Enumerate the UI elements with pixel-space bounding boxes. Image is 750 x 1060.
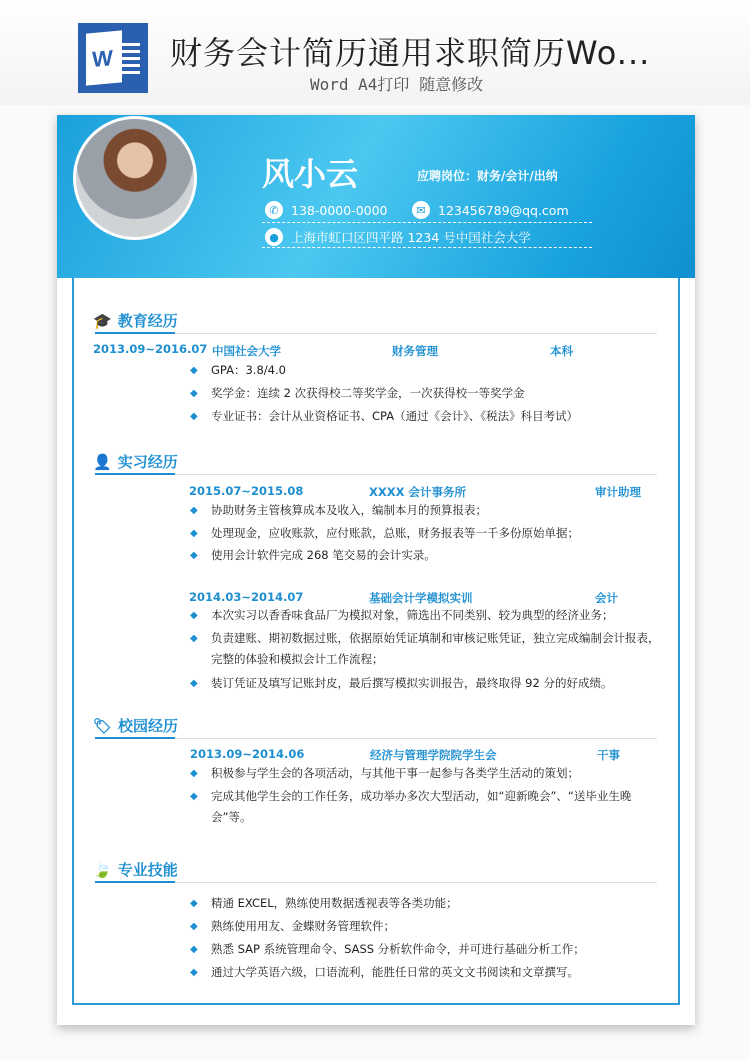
list-item: ◆ 熟练使用用友、金蝶财务管理软件；	[190, 916, 660, 937]
resume-page	[57, 115, 695, 1025]
list-item: ◆ 协助财务主管核算成本及收入，编制本月的预算报表；	[190, 500, 660, 521]
text: 财务管理	[392, 344, 438, 358]
list-item: ◆ 本次实习以香香味食品厂为模拟对象，筛选出不同类别、较为典型的经济业务；	[190, 605, 660, 626]
text: 2014.03~2014.07	[189, 590, 304, 604]
text: 经济与管理学院院学生会	[370, 748, 497, 762]
text: 校园经历	[118, 717, 179, 735]
text: 2013.09~2014.06	[190, 747, 305, 761]
list-item: ◆ 熟悉 SAP 系统管理命令、SASS 分析软件命令，并可进行基础分析工作；	[190, 939, 660, 960]
list-item: ◆ 专业证书：会计从业资格证书、CPA（通过《会计》、《税法》科目考试）	[190, 406, 660, 427]
person-icon: ●	[265, 228, 283, 246]
name: 风小云	[262, 155, 359, 193]
list-item: ◆ 完成其他学生会的工作任务，成功举办多次大型活动，如“迎新晚会”、“送毕业生晚会”等。	[190, 786, 660, 828]
list-item: ◆ GPA：3.8/4.0	[190, 360, 660, 381]
preview-header	[0, 0, 750, 105]
text: 2013.09~2016.07	[93, 342, 208, 356]
tag-icon: 🏷	[93, 716, 113, 735]
section-education	[93, 310, 178, 331]
text: 教育经历	[117, 312, 178, 330]
email	[412, 201, 569, 219]
document-title: 财务会计简历通用求职简历Wo...	[170, 34, 651, 72]
section-skills	[93, 859, 178, 880]
profile-banner	[57, 115, 695, 278]
person-icon: 👤	[93, 452, 112, 471]
list-item: ◆ 积极参与学生会的各项活动，与其他干事一起参与各类学生活动的策划；	[190, 763, 660, 784]
word-icon	[78, 23, 148, 93]
list-item: ◆ 装订凭证及填写记账封皮，最后撰写模拟实训报告，最终取得 92 分的好成绩。	[190, 673, 660, 694]
text: 2015.07~2015.08	[189, 484, 304, 498]
text: XXXX 会计事务所	[369, 485, 466, 499]
text: 123456789@qq.com	[438, 202, 569, 218]
document-subtitle: Word A4打印 随意修改	[310, 75, 484, 94]
section-internship	[93, 451, 178, 472]
text: 审计助理	[595, 485, 641, 499]
graduation-cap-icon: 🎓	[93, 311, 112, 330]
job-target: 应聘岗位：财务/会计/出纳	[417, 169, 558, 183]
text: 本科	[550, 344, 573, 358]
text: W	[92, 45, 113, 73]
section-campus	[93, 715, 178, 736]
text: 基础会计学模拟实训	[369, 591, 473, 605]
list-item: ◆ 负责建账、期初数据过账，依据原始凭证填制和审核记账凭证，独立完成编制会计报表，完整的体验和模拟会计工作流程；	[190, 628, 660, 670]
phone-icon: ✆	[265, 201, 283, 219]
mail-icon: ✉	[412, 201, 430, 219]
profile-photo	[73, 116, 197, 240]
list-item: ◆ 处理现金，应收账款，应付账款，总账，财务报表等一千多份原始单据；	[190, 523, 660, 544]
leaf-icon: 🍃	[93, 860, 112, 879]
text: 实习经历	[117, 453, 178, 471]
text: 干事	[597, 748, 620, 762]
text: 专业技能	[117, 861, 178, 879]
list-item: ◆ 精通 EXCEL，熟练使用数据透视表等各类功能；	[190, 893, 660, 914]
text: 上海市虹口区四平路 1234 号中国社会大学	[291, 230, 531, 245]
text: 会计	[595, 591, 618, 605]
list-item: ◆ 通过大学英语六级，口语流利，能胜任日常的英文文书阅读和文章撰写。	[190, 962, 660, 983]
text: 138-0000-0000	[291, 202, 388, 218]
list-item: ◆ 使用会计软件完成 268 笔交易的会计实录。	[190, 545, 660, 566]
text: 中国社会大学	[212, 344, 281, 358]
phone	[265, 201, 388, 219]
address	[265, 228, 531, 246]
list-item: ◆ 奖学金：连续 2 次获得校二等奖学金，一次获得校一等奖学金	[190, 383, 660, 404]
